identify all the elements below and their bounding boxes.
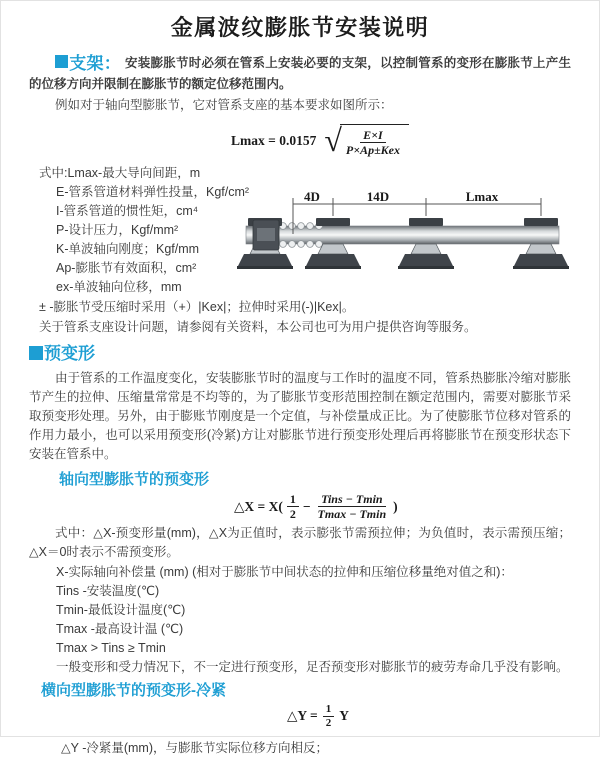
term-item: X-实际轴向补偿量 (mm) (相对于膨胀节中间状态的拉伸和压缩位移量绝对值之和)：: [56, 564, 513, 579]
support-intro-text: 安装膨胀节时必须在管系上安装必要的支架，以控制管系的变形在膨胀节上产生的位移方向并限制在膨胀节的额定位移范围内。: [29, 56, 571, 91]
section-predeform-heading: [29, 343, 571, 365]
definition-item: 式中:Lmax-最大导向间距，m: [39, 165, 201, 180]
definition-item: P-设计压力，Kgf/mm²: [56, 222, 179, 237]
axial-predeform-formula: [234, 492, 571, 522]
formula-denominator: P×Ap±Kex: [345, 143, 400, 158]
lateral-subtitle: 横向型膨胀节的预变形-冷紧: [41, 681, 226, 699]
plus-minus-note: ± -膨胀节受压缩时采用（+）|Kex|；拉伸时采用(-)|Kex|。: [39, 299, 355, 314]
pipe-support-diagram: [241, 190, 586, 290]
term-item: Tins -安装温度(℃): [56, 583, 160, 598]
temp-denominator: Tmax − Tmin: [317, 507, 387, 522]
half-denominator: 2: [289, 507, 296, 522]
lateral-note: △Y -冷紧量(mm)，与膨胀节实际位移方向相反；: [61, 740, 329, 755]
support-example-line: 例如对于轴向型膨胀节，它对管系支座的基本要求如图所示：: [55, 98, 393, 112]
lateral-coldpull-formula: [287, 703, 571, 730]
predeform-heading-label: 预变形: [44, 343, 95, 363]
definitions-and-diagram: [29, 164, 571, 337]
section-marker-icon: [29, 346, 43, 360]
definition-item: K-单波轴向刚度；Kgf/mm: [56, 241, 200, 256]
formula-rhs: ): [393, 498, 398, 514]
formula-lhs: Lmax = 0.0157: [231, 132, 317, 148]
minus-sign: −: [302, 498, 311, 514]
half-numerator: 1: [287, 492, 299, 507]
formula-lhs: △X = X(: [234, 498, 283, 514]
formula-rhs: Y: [339, 708, 349, 724]
support-intro-paragraph: [29, 53, 571, 95]
consulting-note: 关于管系支座设计问题，请参阅有关资料，本公司也可为用户提供咨询等服务。: [39, 319, 477, 334]
dim-label-lmax: Lmax: [465, 188, 499, 204]
axial-subtitle: 轴向型膨胀节的预变形: [59, 470, 210, 488]
definition-item: Ap-膨胀节有效面积，cm²: [56, 260, 197, 275]
temp-numerator: Tins − Tmin: [318, 492, 386, 507]
term-item: Tmax > Tins ≥ Tmin: [56, 640, 166, 655]
definition-item: E-管系管道材料弹性投量，Kgf/cm²: [56, 184, 250, 199]
axial-formula-explanation: 式中：△X-预变形量(mm)，△X为正值时，表示膨张节需预拉伸；为负值时，表示需预压缩；△X＝0时表示不需预变形。: [29, 525, 571, 560]
dim-label-4d: 4D: [304, 188, 320, 204]
half-numerator: 1: [323, 703, 335, 717]
predeform-paragraph: 由于管系的工作温度变化，安装膨胀节时的温度与工作时的温度不同，管系热膨胀冷缩对膨胀节产生的拉伸、压缩量常常是不均等的，为了膨胀节变形范围控制在额定范围内，需要对膨胀节采取预变形处理。另外，由于膨账节刚度是一个定值，与补偿量成正比。为了使膨胀节位移对管系的作用力最小，也可以采用预变形(冷紧)方让对膨胀节进行预变形处理后再将膨胀节在预变形状态下安装在管系中。: [29, 370, 571, 461]
section-marker-icon: [55, 55, 68, 68]
term-item: 一般变形和受力情况下，不一定进行预变形，足否预变形对膨胀节的疲劳寿命几乎没有影响。: [56, 659, 569, 674]
half-denominator: 2: [325, 716, 332, 729]
dim-label-14d: 14D: [366, 188, 390, 204]
term-item: Tmin-最低设计温度(℃): [56, 602, 186, 617]
sqrt-sign: √: [324, 122, 342, 159]
formula-numerator: E×I: [360, 128, 386, 143]
formula-lhs: △Y =: [287, 708, 318, 724]
section-support-heading: 支架：: [69, 54, 121, 73]
lmax-formula: [231, 124, 571, 158]
definition-item: I-管系管道的惯性矩，cm⁴: [56, 203, 199, 218]
sqrt-body: [340, 124, 409, 158]
term-item: Tmax -最高设计温 (℃): [56, 621, 184, 636]
page-title: 金属波纹膨胀节安装说明: [170, 15, 430, 40]
definition-item: ex-单波轴向位移，mm: [56, 279, 182, 294]
